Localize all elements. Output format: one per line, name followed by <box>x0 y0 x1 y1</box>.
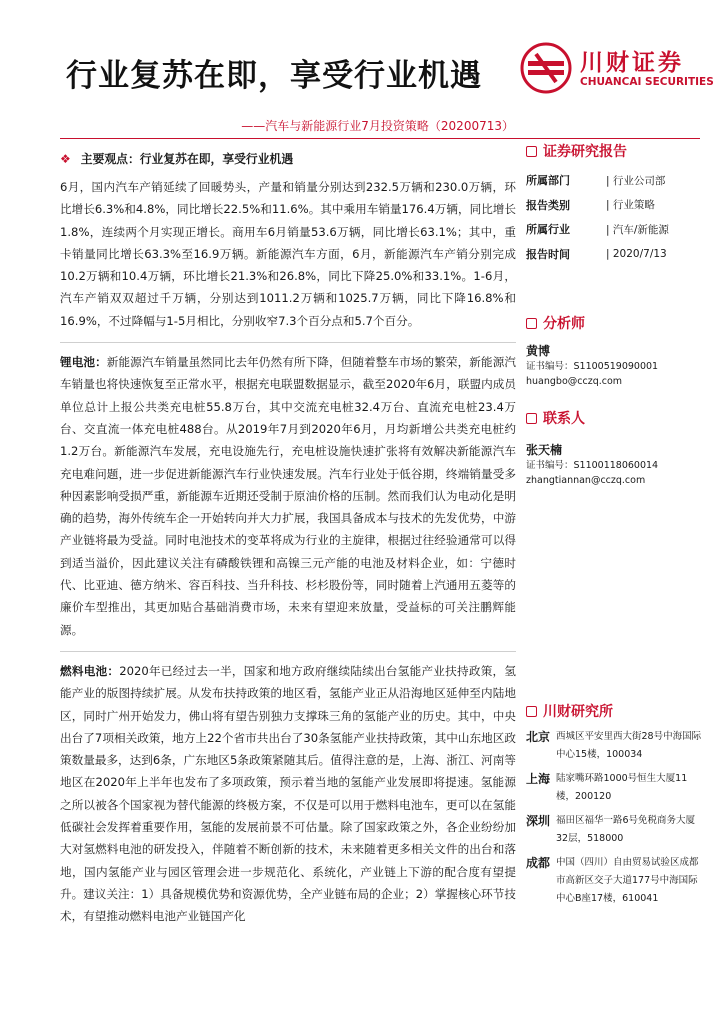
paragraph-lead: 锂电池： <box>60 355 107 370</box>
section-square-icon <box>526 413 537 424</box>
analyst-email[interactable]: huangbo@cczq.com <box>526 376 623 387</box>
analyst-cert: 证书编号：S1100519090001 <box>526 361 659 372</box>
key-point-label: 主要观点：行业复苏在即，享受行业机遇 <box>80 151 294 166</box>
page-subtitle: ——汽车与新能源行业7月投资策略（20200713） <box>241 119 514 133</box>
main-content <box>60 148 516 938</box>
paragraph-text: 2020年已经过去一半，国家和地方政府继续陆续出台氢能产业扶持政策，氢能产业的版图持续扩展。从发布扶持政策的地区看，氢能产业正从沿海地区延伸至内陆地区，同时广州开始发力，佛山将有望告别独力支撑珠三角的氢能产业的历史。其中，中央出台了7项相关政策，地方上22个省市共出台了30条氢能产业扶持政策，其中山东地区政策数量最多，达到6条，广东地区5条政策紧随其后。值得注意的是，上海、浙江、河南等地区在2020年上半年也发布了多项政策，预示着当地的氢能产业发展即将提速。氢能源之所以被各个国家视为替代能源的终极方案，不仅是可以用于燃料电池车，更可以在氢能低碳社会发挥着重要作用，氢能的发展前景不可估量。除了国家政策之外，各企业纷纷加大对氢燃料电池的研发投入，伴随着不断创新的技术，未来随着更多相关文件的出台和落地，国内氢能产业与园区管理会进一步规范化、系统化，产业链上下游的配合度有望提升。建议关注：1）具备规模优势和资源优势，全产业链布局的企业；2）掌握核心环节技术，有望推动燃料电池产业链国产化 <box>60 663 516 924</box>
paragraph-lead: 燃料电池： <box>60 663 120 678</box>
contact-cert: 证书编号：S1100118060014 <box>526 460 659 471</box>
analyst-section-heading: 分析师 <box>526 312 706 334</box>
office-shenzhen: 深圳 福田区福华一路6号免税商务大厦32层，518000 <box>526 814 696 844</box>
analyst-name: 黄博 <box>526 344 551 358</box>
report-info <box>526 168 706 266</box>
institute-section-heading: 川财研究所 <box>526 700 706 722</box>
contact-email[interactable]: zhangtiannan@cczq.com <box>526 475 646 486</box>
contact-section-heading: 联系人 <box>526 407 706 429</box>
info-row: 所属行业 | 汽车/新能源 <box>526 223 669 237</box>
section-divider <box>60 651 516 652</box>
paragraph-text: 新能源汽车销量虽然同比去年仍然有所下降，但随着整车市场的繁荣，新能源汽车销量也将快速恢复至正常水平，根据充电联盟数据显示，截至2020年6月，联盟内成员单位总计上报公共类充电桩55.8万台，其中交流充电桩32.4万台、直流充电桩23.4万台、交直流一体充电桩488台。从2019年7月到2020年6月，月均新增公共类充电桩约1.2万台。新能源汽车发展，充电设施先行，充电桩设施快速扩张将有效解决新能源汽车充电难问题，进一步促进新能源汽车行业快速发展。汽车行业处于低谷期，终端销量受多种因素影响受损严重，新能源车近期还受制于原油价格的压制。然而我们认为电动化是明确的趋势，海外传统车企一开始转向并大力扩展，我国具备成本与技术的先发优势，中游产业链将最为受益。同时电池技术的变革将成为行业的主旋律，根据过往经验通常可以得到适当溢价，因此建议关注有磷酸铁锂和高镍三元产能的电池及材料企业，如：宁德时代、比亚迪、德方纳米、容百科技、当升科技、杉杉股份等，同时随着上汽通用五菱等的廉价车型推出，其更加贴合基础消费市场，未来有望迎来放量，受益标的可关注鹏辉能源。 <box>60 355 516 637</box>
sidebar <box>526 140 706 908</box>
key-point-heading <box>60 148 516 170</box>
info-row: 报告类别 | 行业策略 <box>526 198 655 212</box>
report-section-heading: 证券研究报告 <box>526 140 706 162</box>
section-square-icon <box>526 318 537 329</box>
page-title: 行业复苏在即，享受行业机遇 <box>66 58 482 94</box>
contact-name: 张天楠 <box>526 443 563 457</box>
office-shanghai: 上海 陆家嘴环路1000号恒生大厦11楼，200120 <box>526 772 688 802</box>
company-logo <box>520 38 714 98</box>
section-square-icon <box>526 146 537 157</box>
paragraph-fuel-cell <box>60 660 516 928</box>
paragraph-text: 6月，国内汽车产销延续了回暖势头，产量和销量分别达到232.5万辆和230.0万辆，环比增长6.3%和4.8%，同比增长22.5%和11.6%。其中乘用车销量176.4万辆，同比增长1.8%，连续两个月实现正增长。商用车6月销量53.6万辆，同比增长63.1%；其中，重卡销量同比增长63.3%至16.9万辆。新能源汽车方面，6月，新能源汽车产销分别完成10.2万辆和10.4万辆，环比增长21.3%和26.8%，同比下降25.0%和33.1%。1-6月，汽车产销双双超过千万辆，分别达到1011.2万辆和1025.7万辆，同比下降16.8%和16.9%，不过降幅与1-5月相比，分别收窄7.3个百分点和5.7个百分。 <box>60 180 516 328</box>
paragraph-overview <box>60 176 516 332</box>
info-row: 所属部门 | 行业公司部 <box>526 174 666 188</box>
section-divider <box>60 342 516 343</box>
office-beijing: 北京 西城区平安里西大街28号中海国际中心15楼，100034 <box>526 730 702 760</box>
logo-text-en: CHUANCAI SECURITIES <box>580 76 714 88</box>
section-square-icon <box>526 706 537 717</box>
header-divider <box>60 138 700 139</box>
logo-text-cn: 川财证券 <box>580 50 684 76</box>
office-chengdu: 成都 中国（四川）自由贸易试验区成都市高新区交子大道177号中海国际中心B座17楼，610041 <box>526 856 699 904</box>
paragraph-lithium-battery <box>60 351 516 641</box>
info-row: 报告时间 | 2020/7/13 <box>526 247 667 261</box>
chuancai-logo-icon <box>520 42 572 94</box>
diamond-bullet-icon: ❖ <box>60 151 71 166</box>
